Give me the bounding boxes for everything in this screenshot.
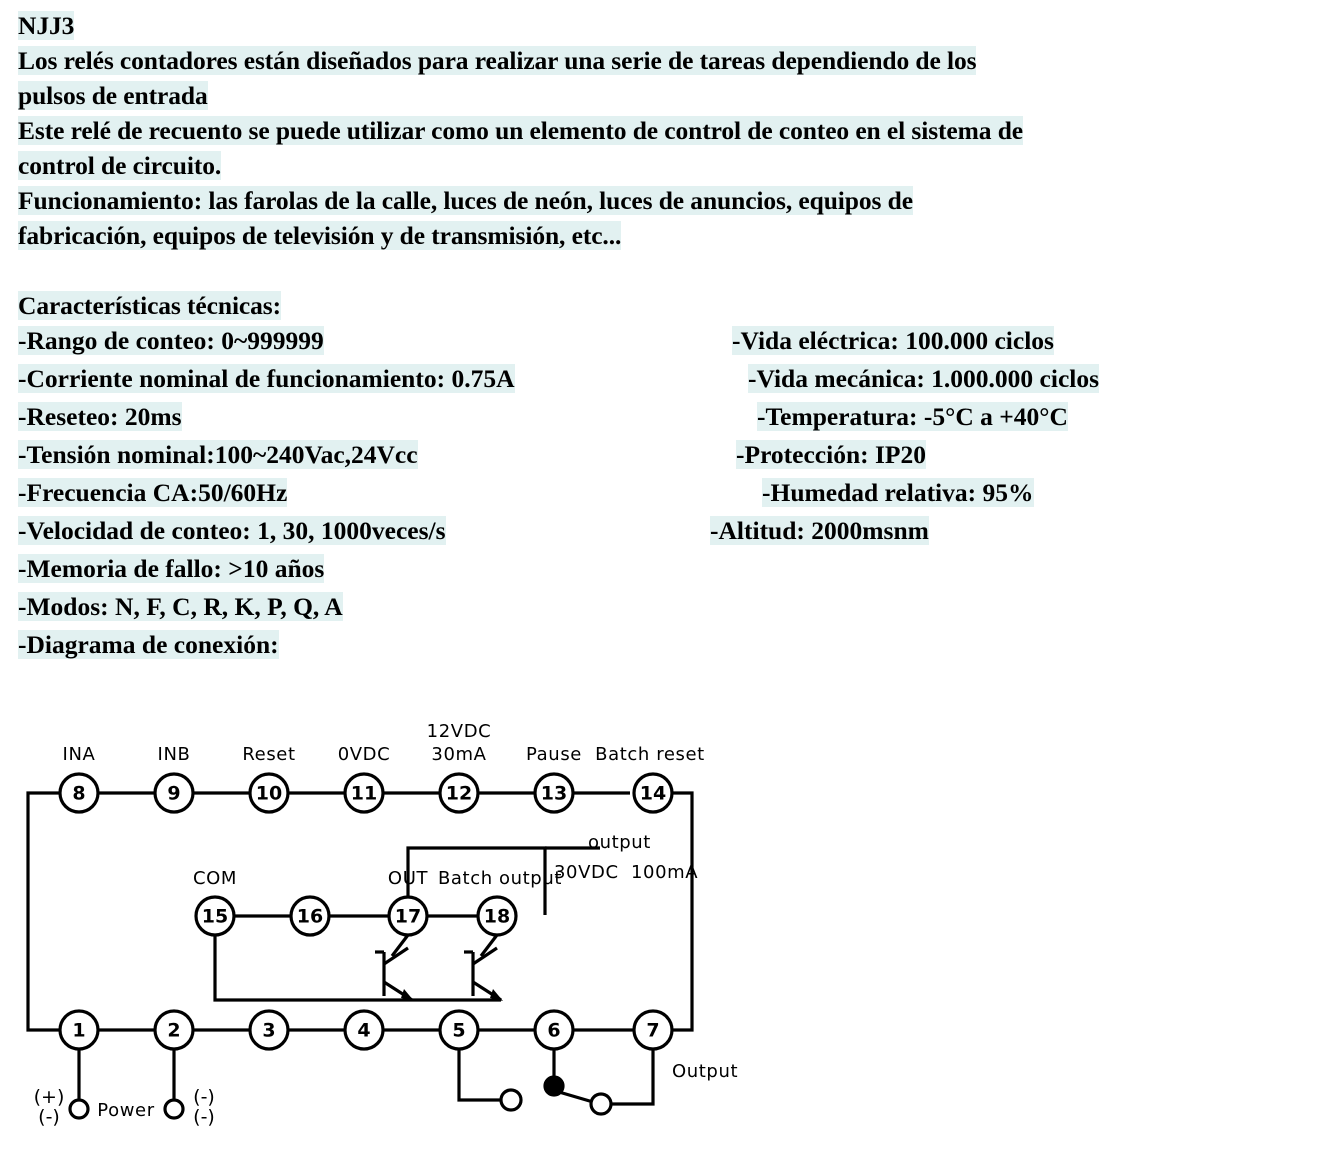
- spec-right-1: -Vida mecánica: 1.000.000 ciclos: [748, 364, 1100, 393]
- terminal-5: [440, 1011, 478, 1049]
- terminal-14: [595, 744, 705, 812]
- contact-node-no: [501, 1090, 521, 1110]
- terminal-number-15: 15: [201, 905, 229, 928]
- intro-line-6-text: fabricación, equipos de televisión y de transmisión, etc...: [18, 221, 622, 250]
- terminal-label-30ma: 30mA: [431, 744, 487, 765]
- terminal-label-out: OUT: [387, 868, 429, 889]
- spec-row-6: [18, 551, 1308, 589]
- intro-line-4: [18, 148, 1308, 183]
- wire-contact-blade: [559, 1092, 593, 1102]
- terminal-number-1: 1: [72, 1019, 86, 1042]
- connection-diagram: [0, 700, 740, 1160]
- intro-line-3: [18, 113, 1308, 148]
- annotation-output-30vdc: 30VDC: [554, 862, 619, 883]
- intro-line-1-text: Los relés contadores están diseñados para realizar una serie de tareas dependiendo de los: [18, 46, 977, 75]
- spec-left-2: -Reseteo: 20ms: [18, 402, 182, 431]
- product-title-text: NJJ3: [18, 11, 75, 40]
- spec-right-wrap-5: [710, 513, 929, 549]
- spec-right-wrap-0: [732, 323, 1054, 359]
- spec-row-4: [18, 475, 1308, 513]
- spec-left-8: -Diagrama de conexión:: [18, 630, 279, 659]
- terminal-7: [634, 1011, 672, 1049]
- spec-right-0: -Vida eléctrica: 100.000 ciclos: [732, 326, 1054, 355]
- spec-left-0: -Rango de conteo: 0~999999: [18, 326, 324, 355]
- spec-row-5: [18, 513, 1308, 551]
- spec-right-5: -Altitud: 2000msnm: [710, 516, 929, 545]
- terminal-number-6: 6: [547, 1019, 561, 1042]
- spec-left-4: -Frecuencia CA:50/60Hz: [18, 478, 288, 507]
- terminal-number-3: 3: [262, 1019, 276, 1042]
- terminal-label-pause: Pause: [526, 744, 582, 765]
- spec-left-1: -Corriente nominal de funcionamiento: 0.75A: [18, 364, 515, 393]
- power-label: Power: [97, 1100, 155, 1121]
- wire-right-frame: [672, 793, 692, 1030]
- spec-left-3: -Tensión nominal:100~240Vac,24Vcc: [18, 440, 418, 469]
- terminal-9: [155, 744, 193, 812]
- terminal-number-16: 16: [296, 905, 324, 928]
- terminal-label-0vdc: 0VDC: [337, 744, 391, 765]
- power-terminal-negative: [165, 1100, 183, 1118]
- terminal-8: [60, 744, 98, 812]
- spec-right-wrap-2: [757, 399, 1068, 435]
- document-text-block: [18, 8, 1308, 665]
- terminal-number-7: 7: [646, 1019, 660, 1042]
- terminal-number-4: 4: [357, 1019, 371, 1042]
- terminal-label-ina: INA: [62, 744, 96, 765]
- spec-right-wrap-3: [736, 437, 926, 473]
- terminal-13: [526, 744, 582, 812]
- terminal-number-11: 11: [350, 782, 378, 805]
- terminal-number-2: 2: [167, 1019, 181, 1042]
- intro-line-4-text: control de circuito.: [18, 151, 222, 180]
- power-terminal-positive: [70, 1100, 88, 1118]
- terminal-6: [535, 1011, 573, 1049]
- spec-row-8: [18, 627, 1308, 665]
- terminal-number-9: 9: [167, 782, 181, 805]
- terminal-number-14: 14: [639, 782, 667, 805]
- annotation-output: output: [588, 832, 651, 853]
- terminal-number-8: 8: [72, 782, 86, 805]
- spec-right-wrap-1: [748, 361, 1099, 397]
- terminal-17: [388, 868, 429, 935]
- power-label-plus: (+): [33, 1086, 65, 1108]
- terminal-label-inb: INB: [157, 744, 191, 765]
- terminal-2: [155, 1011, 193, 1049]
- spec-row-0: [18, 323, 1308, 361]
- annotation-output-100ma: 100mA: [631, 862, 699, 883]
- spec-right-wrap-4: [762, 475, 1034, 511]
- spec-row-3: [18, 437, 1308, 475]
- terminal-label-12vdc: 12VDC: [426, 721, 492, 742]
- spec-left-6: -Memoria de fallo: >10 años: [18, 554, 325, 583]
- terminal-number-17: 17: [394, 905, 422, 928]
- terminal-number-18: 18: [483, 905, 511, 928]
- intro-line-2: [18, 78, 1308, 113]
- specs-heading: [18, 288, 1308, 323]
- power-label-minus: (-): [38, 1106, 60, 1128]
- terminal-number-13: 13: [540, 782, 568, 805]
- terminal-label-batch-reset: Batch reset: [595, 744, 705, 765]
- intro-line-3-text: Este relé de recuento se puede utilizar como un elemento de control de conteo en el sistema de: [18, 116, 1023, 145]
- spec-row-1: [18, 361, 1308, 399]
- spec-row-7: [18, 589, 1308, 627]
- terminal-number-12: 12: [445, 782, 473, 805]
- terminal-label-reset: Reset: [242, 744, 296, 765]
- transistor-out-17: [375, 935, 414, 1001]
- terminal-16: [291, 897, 329, 935]
- wire-5-contact-no: [459, 1049, 500, 1100]
- spec-right-3: -Protección: IP20: [736, 440, 927, 469]
- intro-line-6: [18, 218, 1308, 253]
- intro-line-5-text: Funcionamiento: las farolas de la calle, luces de neón, luces de anuncios, equipos de: [18, 186, 913, 215]
- terminal-number-10: 10: [255, 782, 283, 805]
- terminal-11: [338, 744, 391, 812]
- wire-com-rail: [215, 935, 440, 1000]
- intro-line-5: [18, 183, 1308, 218]
- spec-right-4: -Humedad relativa: 95%: [762, 478, 1034, 507]
- terminal-4: [345, 1011, 383, 1049]
- terminal-3: [250, 1011, 288, 1049]
- wire-7-contact: [612, 1049, 653, 1104]
- product-title: [18, 8, 1308, 43]
- terminal-10: [242, 744, 295, 812]
- terminal-1: [60, 1011, 98, 1049]
- intro-line-2-text: pulsos de entrada: [18, 81, 208, 110]
- relay-output-label: Output: [672, 1061, 739, 1082]
- power-label-right-top: (-): [193, 1086, 215, 1108]
- spacer: [18, 253, 1308, 288]
- terminal-label-batch-output: Batch output: [437, 868, 563, 889]
- spec-left-5: -Velocidad de conteo: 1, 30, 1000veces/s: [18, 516, 446, 545]
- spec-right-2: -Temperatura: -5°C a +40°C: [757, 402, 1068, 431]
- terminal-label-com: COM: [192, 868, 238, 889]
- terminal-15: [193, 868, 237, 935]
- intro-line-1: [18, 43, 1308, 78]
- terminal-12: [427, 721, 492, 812]
- contact-node-nc: [591, 1094, 611, 1114]
- terminal-number-5: 5: [452, 1019, 466, 1042]
- wire-left-frame: [28, 793, 60, 1030]
- power-label-right-bottom: (-): [193, 1106, 215, 1128]
- transistor-batch-18: [464, 935, 503, 1001]
- spec-row-2: [18, 399, 1308, 437]
- specs-heading-text: Características técnicas:: [18, 291, 282, 320]
- spec-left-7: -Modos: N, F, C, R, K, P, Q, A: [18, 592, 343, 621]
